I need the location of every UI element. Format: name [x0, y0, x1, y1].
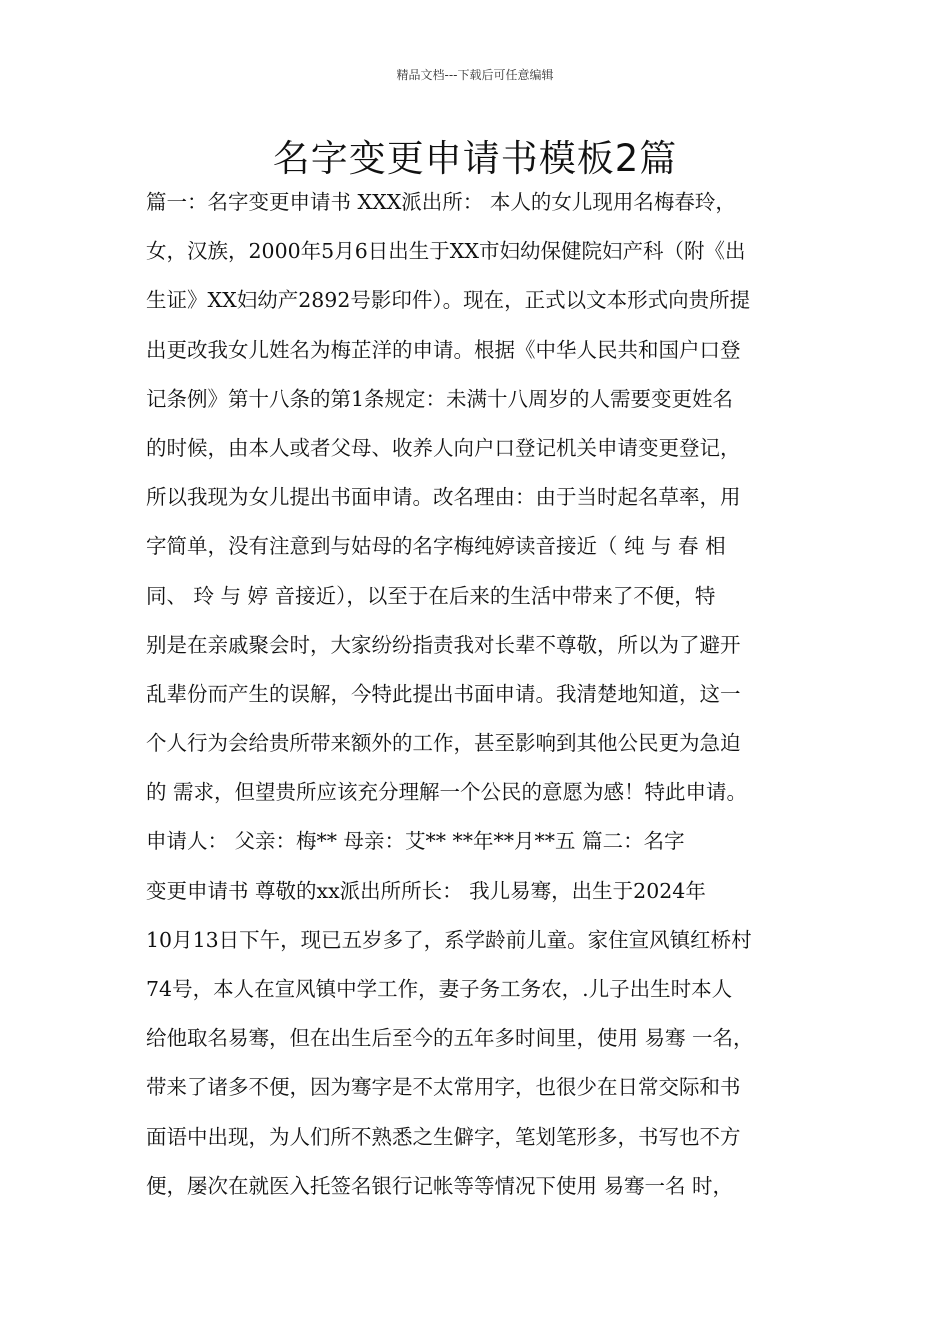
body-line: 乱辈份而产生的误解，今特此提出书面申请。我清楚地知道，这一 — [146, 681, 741, 706]
body-line: 给他取名易骞，但在出生后至今的五年多时间里，使用 易骞 一名， — [146, 1026, 754, 1051]
body-line: 申请人： 父亲：梅** 母亲：艾** **年**月**五 篇二：名字 — [146, 829, 685, 854]
body-line: 记条例》第十八条的第1条规定：未满十八周岁的人需要变更姓名 — [146, 386, 734, 411]
body-line: 女，汉族，2000年5月6日出生于XX市妇幼保健院妇产科（附《出 — [146, 239, 746, 264]
body-line: 出更改我女儿姓名为梅芷洋的申请。根据《中华人民共和国户口登 — [146, 337, 741, 362]
body-line: 的 需求，但望贵所应该充分理解一个公民的意愿为感！特此申请。 — [146, 780, 748, 805]
body-line: 所以我现为女儿提出书面申请。改名理由：由于当时起名草率，用 — [146, 485, 741, 510]
body-line: 别是在亲戚聚会时，大家纷纷指责我对长辈不尊敬，所以为了避开 — [146, 632, 741, 657]
body-line: 的时候，由本人或者父母、收养人向户口登记机关申请变更登记， — [146, 435, 741, 460]
page-header: 精品文档---下载后可任意编辑 — [396, 68, 554, 82]
document-title: 名字变更申请书模板2篇 — [272, 137, 678, 180]
body-line: 面语中出现，为人们所不熟悉之生僻字，笔划笔形多，书写也不方 — [146, 1124, 741, 1149]
body-line: 个人行为会给贵所带来额外的工作，甚至影响到其他公民更为急迫 — [146, 731, 741, 756]
body-line: 字简单，没有注意到与姑母的名字梅纯婷读音接近（ 纯 与 春 相 — [146, 534, 726, 559]
body-line: 便，屡次在就医入托签名银行记帐等等情况下使用 易骞一名 时， — [146, 1173, 734, 1198]
body-line: 10月13日下午，现已五岁多了，系学龄前儿童。家住宣风镇红桥村 — [146, 927, 752, 952]
body-line: 带来了诸多不便，因为骞字是不太常用字，也很少在日常交际和书 — [146, 1075, 741, 1100]
body-line: 生证》XX妇幼产2892号影印件）。现在，正式以文本形式向贵所提 — [146, 288, 751, 313]
document-body — [146, 182, 826, 1215]
body-line: 同、 玲 与 婷 音接近），以至于在后来的生活中带来了不便，特 — [146, 583, 716, 608]
body-line: 篇一：名字变更申请书 XXX派出所： 本人的女儿现用名梅春玲， — [146, 190, 736, 214]
body-line: 74号，本人在宣风镇中学工作，妻子务工务农，.儿子出生时本人 — [146, 977, 733, 1001]
body-line: 变更申请书 尊敬的xx派出所所长： 我儿易骞，出生于2024年 — [146, 878, 706, 903]
